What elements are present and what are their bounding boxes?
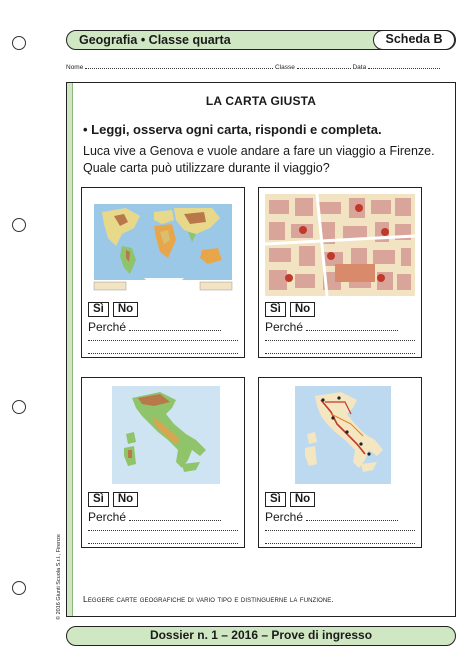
- map-card-road-italy: [258, 377, 422, 548]
- yes-box[interactable]: Sì: [88, 492, 109, 507]
- name-field[interactable]: [85, 64, 273, 69]
- name-label: Nome: [66, 64, 84, 71]
- answer-line[interactable]: [88, 353, 238, 354]
- why-line: [88, 510, 221, 524]
- map-card-world: [81, 187, 245, 358]
- answer-line[interactable]: [265, 353, 415, 354]
- binder-hole: [12, 36, 26, 50]
- why-answer-field[interactable]: [306, 330, 398, 331]
- date-field[interactable]: [368, 64, 440, 69]
- world-map-icon: [88, 194, 238, 296]
- answer-line[interactable]: [88, 530, 238, 531]
- question-line-2: Quale carta può utilizzare durante il viaggio?: [83, 161, 330, 175]
- yes-no-choice: [88, 302, 138, 317]
- binder-hole: [12, 581, 26, 595]
- answer-line[interactable]: [265, 530, 415, 531]
- question-text: [83, 143, 448, 177]
- city-map-icon: [265, 194, 415, 296]
- header-bar: [66, 30, 456, 50]
- student-info-row: [66, 64, 456, 71]
- yes-box[interactable]: Sì: [265, 302, 286, 317]
- why-label: Perché: [265, 320, 304, 334]
- why-line: [265, 320, 398, 334]
- date-label: Data: [352, 64, 367, 71]
- why-answer-field[interactable]: [129, 330, 221, 331]
- copyright-notice: © 2016 Giunti Scuola S.r.l., Firenze: [56, 534, 62, 620]
- why-line: [88, 320, 221, 334]
- no-box[interactable]: No: [113, 302, 138, 317]
- footer-bar: Dossier n. 1 – 2016 – Prove di ingresso: [66, 626, 456, 646]
- no-box[interactable]: No: [113, 492, 138, 507]
- answer-line[interactable]: [88, 543, 238, 544]
- learning-objective: Leggere carte geografiche di vario tipo e distinguerne la funzione.: [83, 594, 334, 604]
- why-answer-field[interactable]: [306, 520, 398, 521]
- yes-no-choice: [88, 492, 138, 507]
- answer-line[interactable]: [265, 543, 415, 544]
- yes-box[interactable]: Sì: [265, 492, 286, 507]
- question-line-1: Luca vive a Genova e vuole andare a fare un viaggio a Firenze.: [83, 144, 435, 158]
- exercise-title: LA CARTA GIUSTA: [205, 94, 317, 108]
- frame-stripe: [67, 83, 73, 616]
- binder-hole: [12, 218, 26, 232]
- class-field[interactable]: [297, 64, 351, 69]
- instruction-text: • Leggi, osserva ogni carta, rispondi e completa.: [83, 122, 382, 137]
- no-box[interactable]: No: [290, 302, 315, 317]
- sheet-label: Scheda B: [373, 30, 455, 50]
- class-label: Classe: [274, 64, 295, 71]
- map-card-city: [258, 187, 422, 358]
- yes-no-choice: [265, 302, 315, 317]
- no-box[interactable]: No: [290, 492, 315, 507]
- answer-line[interactable]: [88, 340, 238, 341]
- yes-box[interactable]: Sì: [88, 302, 109, 317]
- subject-label: Geografia • Classe quarta: [79, 33, 231, 47]
- road-italy-map-icon: [265, 384, 415, 486]
- why-label: Perché: [88, 320, 127, 334]
- why-answer-field[interactable]: [129, 520, 221, 521]
- exercise-frame: [66, 82, 456, 617]
- physical-italy-map-icon: [88, 384, 238, 486]
- map-card-physical-italy: [81, 377, 245, 548]
- why-label: Perché: [265, 510, 304, 524]
- yes-no-choice: [265, 492, 315, 507]
- answer-line[interactable]: [265, 340, 415, 341]
- why-line: [265, 510, 398, 524]
- why-label: Perché: [88, 510, 127, 524]
- binder-hole: [12, 400, 26, 414]
